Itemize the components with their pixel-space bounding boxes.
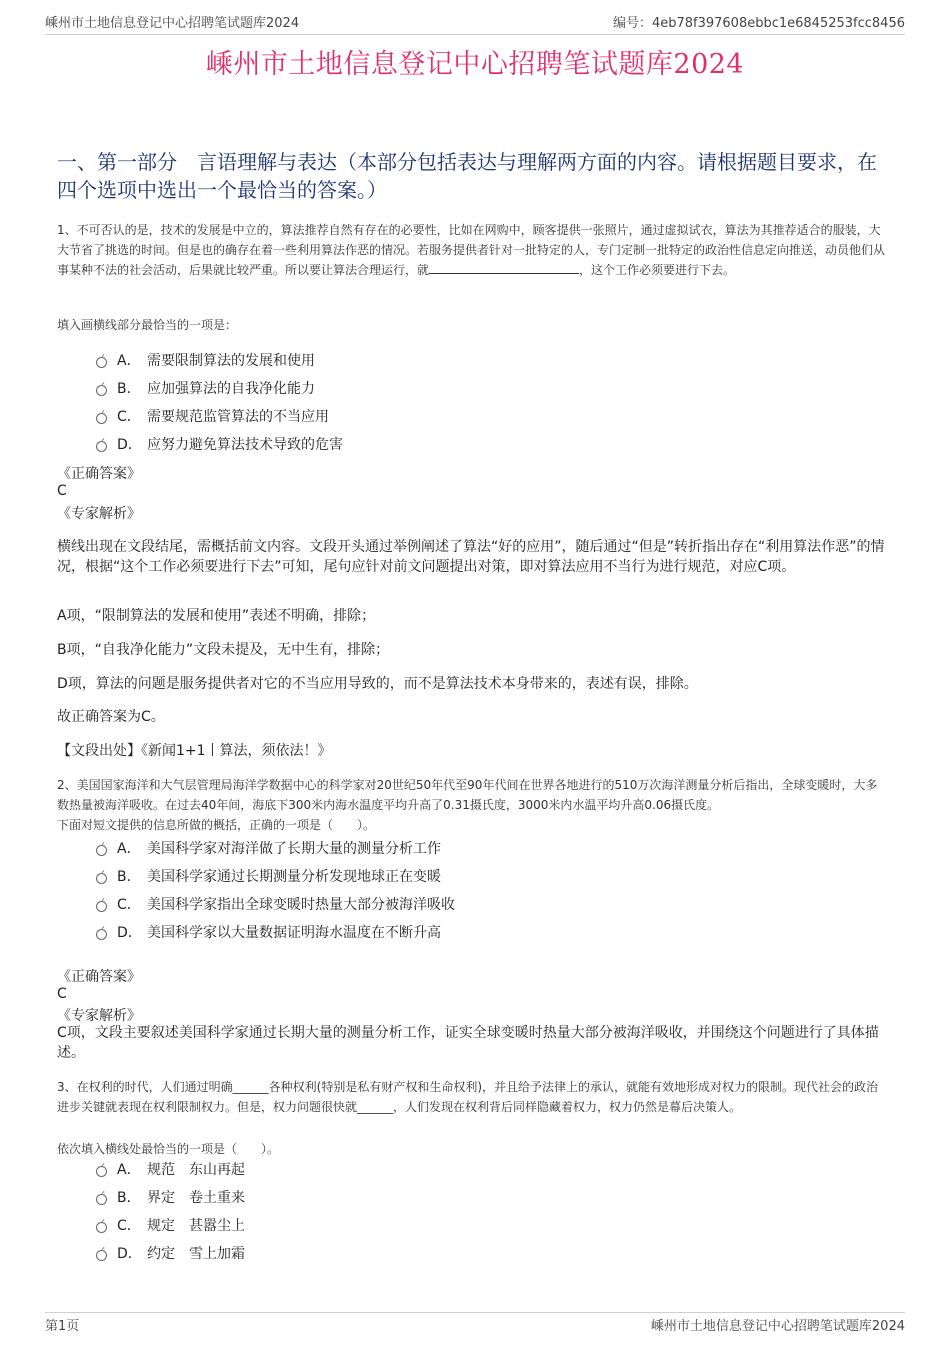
radio-icon[interactable] — [96, 901, 107, 912]
analysis-paragraph: 横线出现在文段结尾，需概括前文内容。文段开头通过举例阐述了算法“好的应用”，随后通过“但是”转折指出存在“利用算法作恶”的情况，根据“这个工作必须要进行下去”可知，尾句应针对前文问题提出对策，即对算法应用不当行为进行规范，对应C项。 — [57, 539, 885, 575]
question-1-prompt: 填入画横线部分最恰当的一项是： — [57, 318, 238, 332]
option-d[interactable]: D． 应努力避免算法技术导致的危害 — [96, 430, 343, 458]
option-b[interactable]: B． 界定 卷土重来 — [96, 1183, 245, 1211]
header-title: 嵊州市土地信息登记中心招聘笔试题库2024 — [45, 16, 300, 31]
option-b[interactable]: B． 应加强算法的自我净化能力 — [96, 374, 343, 402]
section-heading: 一、第一部分 言语理解与表达（本部分包括表达与理解两方面的内容。请根据题目要求，在四个选项中选出一个最恰当的答案。） — [57, 150, 877, 202]
header-code: 编号：4eb78f397608ebbc1e6845253fcc8456 — [612, 16, 905, 31]
page-footer — [45, 1312, 905, 1334]
option-a[interactable]: A． 规范 东山再起 — [96, 1155, 245, 1183]
analysis-paragraph: C项，文段主要叙述美国科学家通过长期大量的测量分析工作，证实全球变暖时热量大部分被海洋吸收，并围绕这个问题进行了具体描述。 — [57, 1025, 879, 1061]
question-3-prompt: 依次填入横线处最恰当的一项是（ ）。 — [57, 1142, 280, 1156]
option-d[interactable]: D． 约定 雪上加霜 — [96, 1239, 245, 1267]
analysis-paragraph: 故正确答案为C。 — [57, 709, 165, 725]
radio-icon[interactable] — [96, 929, 107, 940]
question-3-options — [96, 1155, 245, 1267]
page-number: 第1页 — [45, 1319, 80, 1334]
question-2-prompt: 下面对短文提供的信息所做的概括，正确的一项是（ ）。 — [57, 818, 376, 832]
question-3-text: 3、在权利的时代，人们通过明确______各种权利(特别是私有财产权和生命权利)，并且给予法律上的承认，就能有效地形成对权力的限制。现代社会的政治进步关键就表现在权利限制权力。但是，权力问题很快就______，人们发现在权利背后同样隐藏着权力，权力仍然是幕后决策人。 — [57, 1080, 879, 1114]
option-c[interactable]: C． 需要规范监管算法的不当应用 — [96, 402, 343, 430]
radio-icon[interactable] — [96, 1166, 107, 1177]
option-c[interactable]: C． 规定 甚嚣尘上 — [96, 1211, 245, 1239]
analysis-label: 《专家解析》 — [57, 1008, 141, 1024]
radio-icon[interactable] — [96, 1222, 107, 1233]
radio-icon[interactable] — [96, 1194, 107, 1205]
answer-value: C — [57, 483, 67, 499]
radio-icon[interactable] — [96, 845, 107, 856]
question-1-options — [96, 346, 343, 458]
option-a[interactable]: A． 美国科学家对海洋做了长期大量的测量分析工作 — [96, 834, 455, 862]
option-a[interactable]: A． 需要限制算法的发展和使用 — [96, 346, 343, 374]
question-2-text: 2、美国国家海洋和大气层管理局海洋学数据中心的科学家对20世纪50年代至90年代间在世界各地进行的510万次海洋测量分析后指出，全球变暖时，大多数热量被海洋吸收。在过去40年间，海底下300米内海水温度平均升高了0.31摄氏度，3000米内水温平均升高0.06摄氏度。 — [57, 778, 878, 812]
answer-value: C — [57, 986, 67, 1002]
radio-icon[interactable] — [96, 413, 107, 424]
option-c[interactable]: C． 美国科学家指出全球变暖时热量大部分被海洋吸收 — [96, 890, 455, 918]
source-citation: 【文段出处】《新闻1+1丨算法，须依法！》 — [57, 743, 332, 759]
analysis-paragraph: B项，“自我净化能力”文段未提及，无中生有，排除； — [57, 642, 390, 658]
radio-icon[interactable] — [96, 357, 107, 368]
footer-title: 嵊州市土地信息登记中心招聘笔试题库2024 — [650, 1319, 905, 1334]
document-title: 嵊州市土地信息登记中心招聘笔试题库2024 — [205, 49, 745, 80]
question-1-text: 1、不可否认的是，技术的发展是中立的，算法推荐自然有存在的必要性，比如在网购中，顾客提供一张照片，通过虚拟试衣，算法为其推荐适合的服装，大大节省了挑选的时间。但是也的确存在着一些利用算法作恶的情况。若服务提供者针对一批特定的人，专门定制一批特定的政治性信息定向推送，动员他们从事某种不法的社会活动，后果就比较严重。所以要让算法合理运行，就 ，这个工作必须要进行下去。 — [57, 223, 886, 277]
option-b[interactable]: B． 美国科学家通过长期测量分析发现地球正在变暖 — [96, 862, 455, 890]
analysis-label: 《专家解析》 — [57, 506, 141, 522]
answer-label: 《正确答案》 — [57, 969, 141, 985]
radio-icon[interactable] — [96, 441, 107, 452]
radio-icon[interactable] — [96, 1250, 107, 1261]
answer-blank — [429, 261, 579, 274]
question-2-options — [96, 834, 455, 946]
radio-icon[interactable] — [96, 873, 107, 884]
page-header — [45, 12, 905, 35]
option-d[interactable]: D． 美国科学家以大量数据证明海水温度在不断升高 — [96, 918, 455, 946]
radio-icon[interactable] — [96, 385, 107, 396]
analysis-paragraph: A项，“限制算法的发展和使用”表述不明确，排除； — [57, 608, 376, 624]
answer-label: 《正确答案》 — [57, 466, 141, 482]
analysis-paragraph: D项，算法的问题是服务提供者对它的不当应用导致的，而不是算法技术本身带来的，表述有误，排除。 — [57, 676, 698, 692]
